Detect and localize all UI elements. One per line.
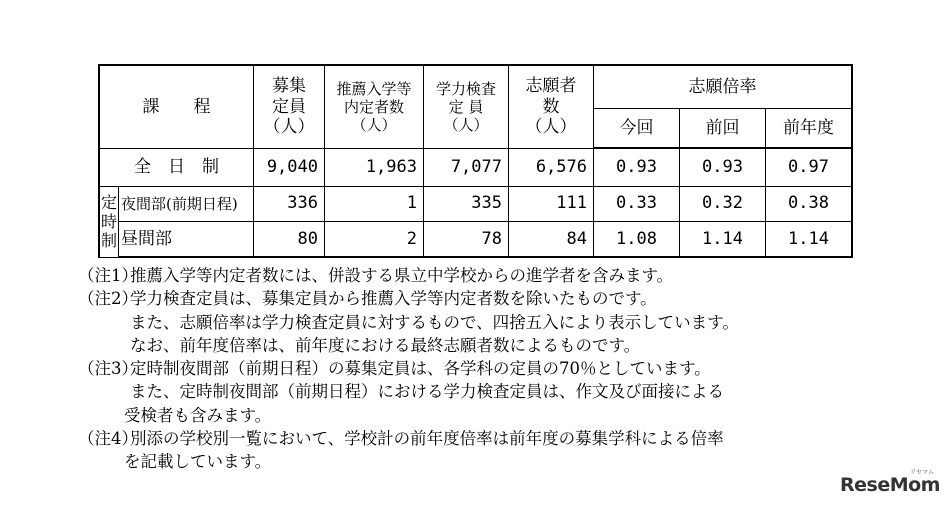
note-2 [78,287,908,310]
cell-capacity: 80 [254,221,325,257]
logo-kana: リセマム [910,469,934,476]
admission-table [98,64,853,258]
cell-capacity: 9,040 [254,148,325,186]
note-3-continuation: 受検者も含みます。 [124,405,272,425]
header-recommended: 推薦入学等 内定者数 （人） [325,65,424,148]
note-label: （注4） [78,429,138,449]
header-ratio: 志願倍率 [594,65,853,108]
cell-ratio-last-year: 0.38 [766,186,853,221]
note-1 [78,264,908,287]
header-applicants: 志願者 数 （人） [509,65,594,148]
header-ratio-current: 今回 [594,108,680,148]
cell-recommended: 2 [325,221,424,257]
cell-capacity: 336 [254,186,325,221]
note-4-continuation: を記載しています。 [124,452,272,472]
note-2-line-3: なお、前年度倍率は、前年度における最終志願者数によるものです。 [130,335,641,355]
cell-recommended: 1 [325,186,424,221]
cell-ratio-current: 0.93 [594,148,680,186]
note-text: 推薦入学等内定者数には、併設する県立中学校からの進学者を含みます。 [130,266,674,285]
cell-applicants: 111 [509,186,594,221]
note-label: （注1） [78,266,138,285]
table-row [99,148,852,186]
note-text: 定時制夜間部（前期日程）の募集定員は、各学科の定員の70％としています。 [130,359,711,379]
cell-ratio-current: 0.33 [594,186,680,221]
cell-ratio-previous: 0.32 [680,186,766,221]
row-label: 全 日 制 [99,148,254,186]
cell-exam-capacity: 335 [424,186,509,221]
header-course: 課 程 [99,65,254,148]
header-ratio-previous: 前回 [680,108,766,148]
cell-ratio-previous: 1.14 [680,221,766,257]
cell-ratio-current: 1.08 [594,221,680,257]
header-exam-capacity: 学力検査 定 員 （人） [424,65,509,148]
table-row [99,221,852,257]
notes-section [78,264,908,474]
part-time-group-label: 定 時 制 [99,186,119,257]
header-capacity: 募集 定員 （人） [254,65,325,148]
cell-recommended: 1,963 [325,148,424,186]
cell-applicants: 6,576 [509,148,594,186]
row-label: 昼間部 [119,221,254,257]
table-row [99,186,852,221]
cell-ratio-last-year: 0.97 [766,148,853,186]
header-ratio-last-year: 前年度 [766,108,853,148]
note-3 [78,357,908,380]
cell-ratio-previous: 0.93 [680,148,766,186]
note-text: 別添の学校別一覧において、学校計の前年度倍率は前年度の募集学科による倍率 [130,429,724,449]
resemom-logo: ReseMom [840,474,940,496]
row-label: 夜間部(前期日程) [119,186,254,221]
note-label: （注3） [78,359,138,379]
note-text: 学力検査定員は、募集定員から推薦入学等内定者数を除いたものです。 [130,289,657,309]
cell-ratio-last-year: 1.14 [766,221,853,257]
note-2-line-2: また、志願倍率は学力検査定員に対するもので、四捨五入により表示しています。 [130,312,739,332]
cell-exam-capacity: 78 [424,221,509,257]
cell-exam-capacity: 7,077 [424,148,509,186]
note-4 [78,427,908,450]
cell-applicants: 84 [509,221,594,257]
note-3-line-2: また、定時制夜間部（前期日程）における学力検査定員は、作文及び面接による [130,382,724,402]
note-label: （注2） [78,289,138,309]
